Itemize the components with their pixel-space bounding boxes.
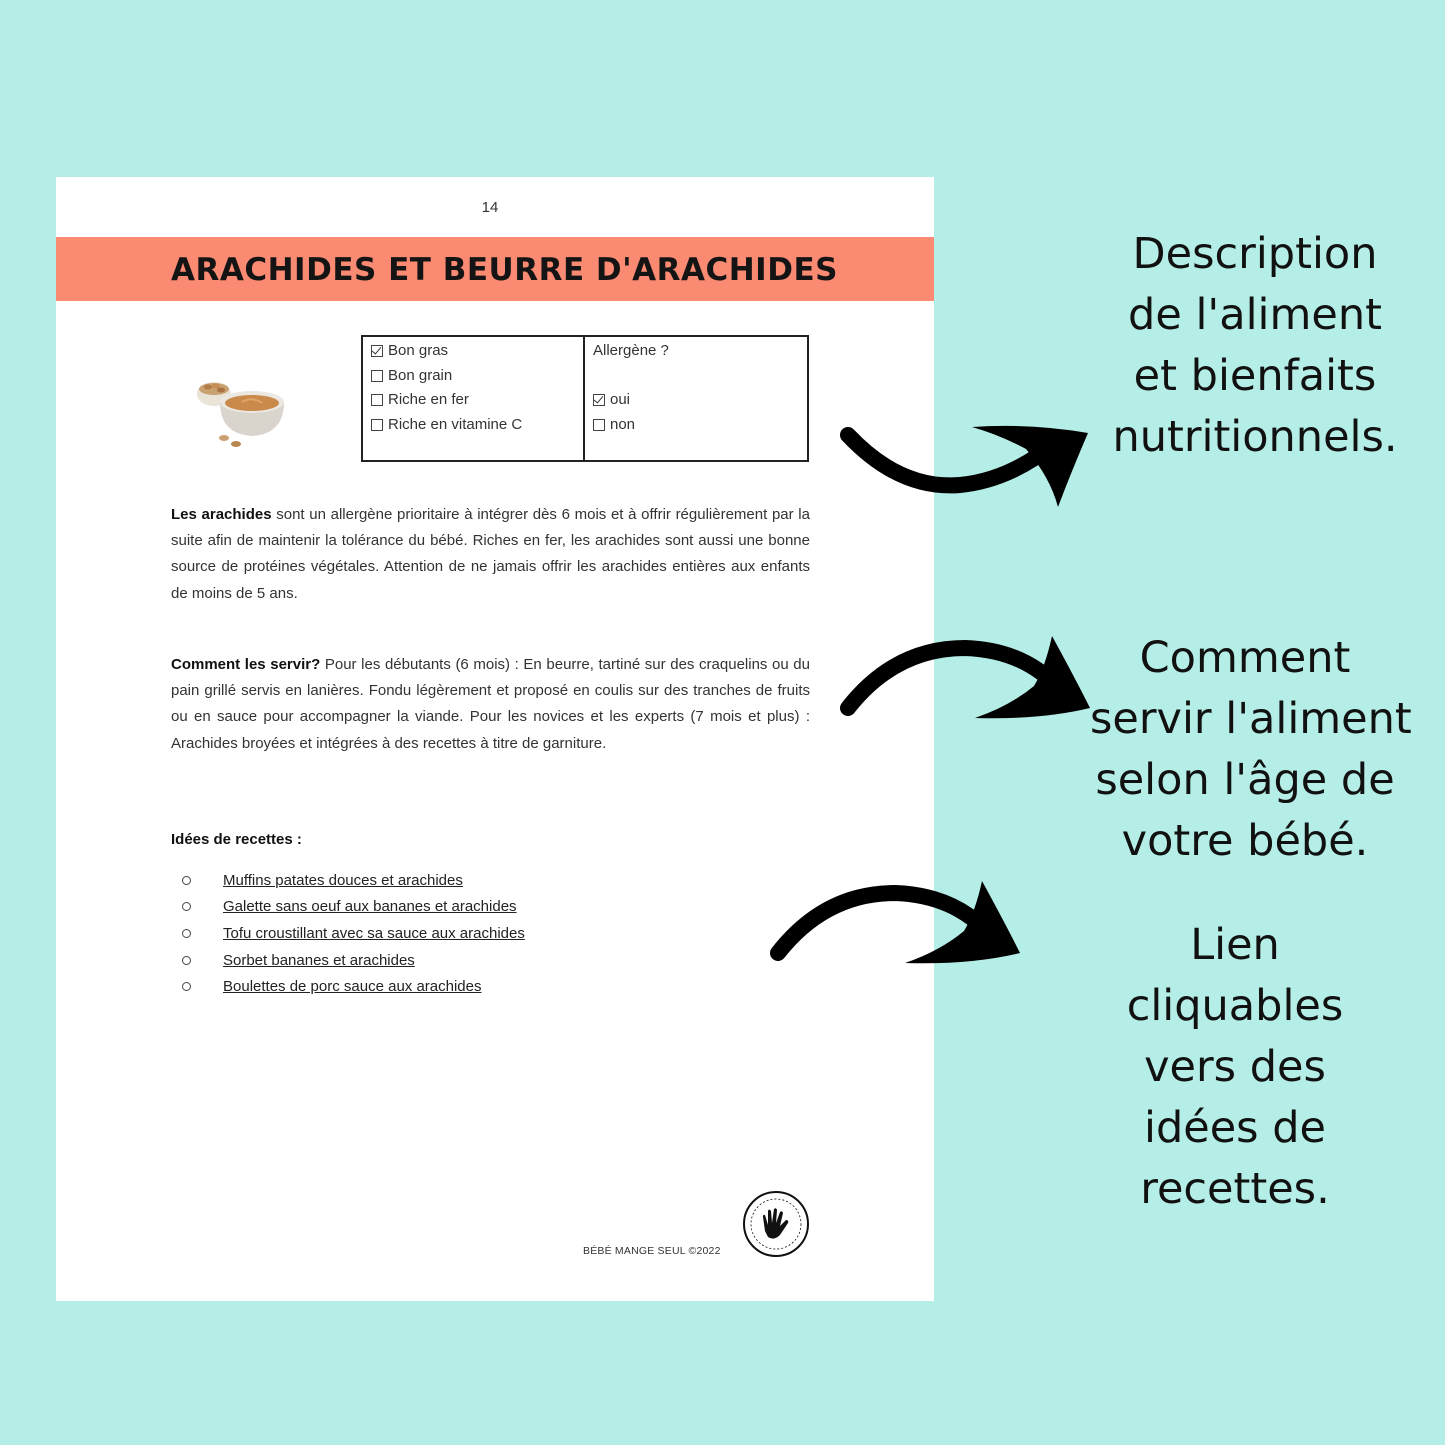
nutrition-item <box>371 413 575 438</box>
circle-bullet-icon <box>182 982 191 991</box>
callout-line: votre bébé. <box>1121 816 1369 866</box>
peanut-butter-image <box>194 360 294 450</box>
circle-bullet-icon <box>182 956 191 965</box>
nutrition-item <box>371 388 575 413</box>
nutrition-item-label: Bon gras <box>388 342 449 359</box>
nutrition-item <box>371 339 575 364</box>
allergen-option-label: oui <box>610 391 631 408</box>
callout-line: de l'aliment <box>1128 290 1382 340</box>
allergen-option <box>593 413 799 438</box>
callout-serving <box>1090 628 1412 872</box>
callout-line: servir l'aliment <box>1090 694 1412 744</box>
list-item <box>182 973 525 1000</box>
circle-bullet-icon <box>182 929 191 938</box>
serving-paragraph <box>171 652 810 757</box>
title-banner <box>56 237 934 301</box>
list-item <box>182 947 525 974</box>
nutrition-column <box>363 337 585 460</box>
checked-box-icon <box>371 345 383 357</box>
recipe-link[interactable]: Tofu croustillant avec sa sauce aux arachides <box>223 924 525 942</box>
serving-text: Pour les débutants (6 mois) : En beurre, tartiné sur des craquelins ou du pain grillé servis en lanières. Fondu légèrement et proposé en coulis sur des tranches de fruits ou en sauce pour accompagner la viande. Pour les novices et les experts (7 mois et plus) : Arachides broyées et intégrées à des recettes à titre de garniture. <box>171 656 810 752</box>
recipe-list <box>182 867 525 1000</box>
list-item <box>182 867 525 894</box>
callout-line: Lien <box>1190 920 1280 970</box>
allergen-label: Allergène ? <box>593 342 669 359</box>
callout-line: selon l'âge de <box>1095 755 1395 805</box>
recipe-link[interactable]: Galette sans oeuf aux bananes et arachides <box>223 898 517 916</box>
callout-line: Description <box>1132 229 1378 279</box>
empty-box-icon <box>371 419 383 431</box>
description-lead: Les arachides <box>171 506 272 523</box>
description-paragraph <box>171 502 810 607</box>
serving-lead: Comment les servir? <box>171 656 321 673</box>
nutrition-item <box>371 364 575 389</box>
description-text: sont un allergène prioritaire à intégrer dès 6 mois et à offrir régulièrement par la suite afin de maintenir la tolérance du bébé. Riches en fer, les arachides sont aussi une bonne source de protéines végétales. Attention de ne jamais offrir les arachides entières aux enfants de moins de 5 ans. <box>171 506 810 602</box>
page-number: 14 <box>481 199 499 216</box>
callout-line: Comment <box>1139 633 1351 683</box>
empty-box-icon <box>593 419 605 431</box>
callout-line: cliquables <box>1126 981 1344 1031</box>
circle-bullet-icon <box>182 876 191 885</box>
curved-arrow-icon <box>840 628 1100 728</box>
callout-description <box>1100 224 1410 468</box>
empty-box-icon <box>371 370 383 382</box>
allergen-column <box>585 337 807 460</box>
bebe-mange-seul-logo <box>741 1189 811 1259</box>
list-item <box>182 920 525 947</box>
recipe-link[interactable]: Sorbet bananes et arachides <box>223 951 415 969</box>
circle-bullet-icon <box>182 902 191 911</box>
callout-line: idées de <box>1144 1103 1326 1153</box>
recipe-link[interactable]: Boulettes de porc sauce aux arachides <box>223 978 482 996</box>
page-title: ARACHIDES ET BEURRE D'ARACHIDES <box>171 252 838 288</box>
callout-links <box>1080 915 1390 1220</box>
footer-copyright: BÉBÉ MANGE SEUL ©2022 <box>583 1245 721 1257</box>
nutrition-item-label: Bon grain <box>388 366 453 384</box>
curved-arrow-icon <box>840 415 1100 515</box>
callout-line: nutritionnels. <box>1112 412 1398 462</box>
nutrition-item-label: Riche en fer <box>388 391 469 408</box>
allergen-option-label: non <box>610 415 636 433</box>
checked-box-icon <box>593 394 605 406</box>
document-page <box>56 177 934 1301</box>
callout-line: vers des <box>1144 1042 1326 1092</box>
curved-arrow-icon <box>770 873 1030 973</box>
callout-line: recettes. <box>1140 1164 1330 1214</box>
nutrition-item-label: Riche en vitamine C <box>388 415 523 433</box>
list-item <box>182 894 525 921</box>
allergen-option <box>593 388 799 413</box>
recipes-heading: Idées de recettes : <box>171 831 302 848</box>
recipe-link[interactable]: Muffins patates douces et arachides <box>223 871 463 889</box>
callout-line: et bienfaits <box>1133 351 1377 401</box>
empty-box-icon <box>371 394 383 406</box>
nutrition-table <box>361 335 809 462</box>
